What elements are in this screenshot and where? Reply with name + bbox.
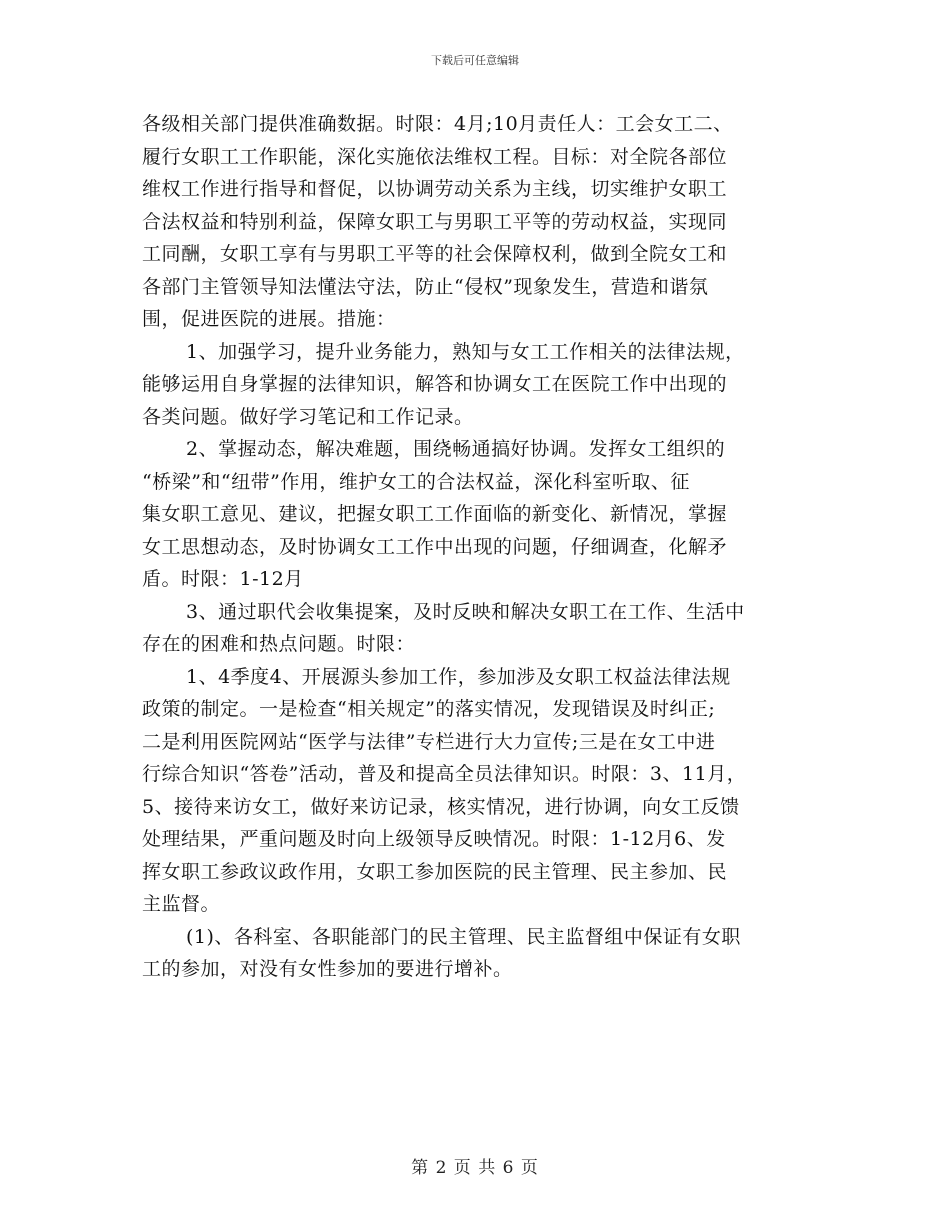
page-number: 第 2 页 共 6 页: [411, 1158, 539, 1178]
body-line: 处理结果，严重问题及时向上级领导反映情况。时限：1-12月6、发: [142, 828, 726, 850]
body-line: 5、接待来访女工，做好来访记录，核实情况，进行协调，向女工反馈: [142, 795, 740, 818]
body-line: 合法权益和特别利益，保障女职工与男职工平等的劳动权益，实现同: [142, 210, 728, 233]
body-line: 维权工作进行指导和督促，以协调劳动关系为主线，切实维护女职工: [142, 178, 728, 200]
body-line: 政策的制定。一是检查“相关规定”的落实情况，发现错误及时纠正;: [142, 698, 716, 720]
body-line: 女工思想动态，及时协调女工工作中出现的问题，仔细调查，化解矛: [142, 535, 728, 558]
body-line: 各类问题。做好学习笔记和工作记录。: [142, 405, 474, 428]
body-line: 能够运用自身掌握的法律知识，解答和协调女工在医院工作中出现的: [142, 373, 728, 395]
body-line: 存在的困难和热点问题。时限：: [142, 633, 416, 655]
body-line: 1、加强学习，提升业务能力，熟知与女工工作相关的法律法规，: [186, 340, 745, 363]
body-line: 工的参加，对没有女性参加的要进行增补。: [142, 958, 513, 980]
body-line: (1)、各科室、各职能部门的民主管理、民主监督组中保证有女职: [186, 925, 741, 948]
body-line: 集女职工意见、建议，把握女职工工作面临的新变化、新情况，掌握: [142, 503, 728, 525]
body-line: 履行女职工工作职能，深化实施依法维权工程。目标：对全院各部位: [142, 145, 728, 168]
body-line: 工同酬，女职工享有与男职工平等的社会保障权利，做到全院女工和: [142, 243, 728, 265]
body-text: [142, 108, 822, 986]
body-line: 1、4季度4、开展源头参加工作，参加涉及女职工权益法律法规: [186, 665, 731, 688]
body-line: 主监督。: [142, 893, 221, 915]
body-line: 3、通过职代会收集提案，及时反映和解决女职工在工作、生活中: [186, 600, 745, 623]
body-line: 盾。时限：1-12月: [142, 568, 304, 590]
body-line: 各部门主管领导知法懂法守法，防止“侵权”现象发生，营造和谐氛: [142, 275, 709, 298]
header-note: 下载后可任意编辑: [431, 54, 519, 67]
body-line: 围，促进医院的进展。措施：: [142, 308, 396, 330]
body-line: 挥女职工参政议政作用，女职工参加医院的民主管理、民主参加、民: [142, 860, 728, 883]
body-line: 行综合知识“答卷”活动，普及和提高全员法律知识。时限：3、11月，: [142, 763, 747, 785]
body-line: 二是利用医院网站“医学与法律”专栏进行大力宣传;三是在女工中进: [142, 730, 716, 753]
body-line: 2、掌握动态，解决难题，围绕畅通搞好协调。发挥女工组织的: [186, 438, 726, 460]
body-line: “桥梁”和“纽带”作用，维护女工的合法权益，深化科室听取、征: [142, 470, 690, 493]
body-line: 各级相关部门提供准确数据。时限：4月;10月责任人：工会女工二、: [142, 113, 733, 135]
